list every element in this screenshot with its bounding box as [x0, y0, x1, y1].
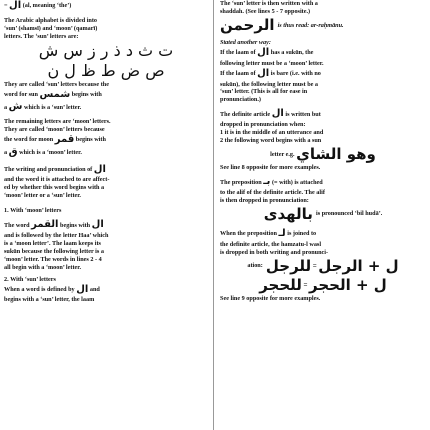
preposition-text-b: (= with) is attached [271, 178, 323, 186]
equation-2 [220, 276, 426, 295]
intro-line-2: ‘sun’ (shamsī) and ‘moon’ (qamarī) [4, 24, 98, 32]
stated-text-b: has a sukūn, the [270, 49, 314, 57]
equation-1-source: ل + الرجل [318, 256, 399, 275]
writing-line-1 [4, 164, 208, 177]
equals-sign: = [4, 2, 8, 10]
shaddah-line: shaddah. (See lines 5 - 7 opposite.) [220, 7, 311, 15]
sec1-text-a: The word [4, 221, 30, 229]
stated-line-3 [220, 68, 426, 81]
ation-text: ation: [247, 262, 263, 270]
moon-desc-line-2: They are called ‘moon’ letters because [4, 126, 105, 134]
bilhuda-pronunciation: is pronounced ‘bil hudā’. [316, 210, 383, 218]
sec1-line-2: and is followed by the letter Haa’ which [4, 231, 109, 239]
when-text-b: is joined to [287, 230, 317, 238]
stated-line-2: following letter must be a ‘moon’ letter. [220, 59, 324, 67]
definite-item-2: 2 the following word begins with a sun [220, 137, 322, 145]
stated-al-arabic-2: ال [257, 67, 270, 79]
writing-arabic: ال [93, 163, 106, 175]
stated-text-d: is bare (i.e. with no [270, 70, 321, 78]
stated-line-6: pronunciation.) [220, 96, 261, 104]
definite-heading-line-1 [220, 108, 426, 121]
sec2-line-2: begins with a ‘sun’ letter, the laam [4, 296, 95, 304]
equation-2-result: للحجر [259, 275, 302, 294]
see-line-8: See line 8 opposite for more examples. [220, 164, 321, 172]
equation-1-result: للرجل [265, 256, 312, 275]
writing-line-2: and the word it is attached to are affect- [4, 176, 110, 184]
column-divider [213, 0, 214, 430]
intro-line-1: The Arabic alphabet is divided into [4, 16, 98, 24]
sec1-line-3: is a ‘moon letter’. The laam keeps its [4, 239, 101, 247]
sec1-line-5: ‘moon’ letter. The words in lines 2 - 4 [4, 255, 102, 263]
when-line-3: is dropped in both writing and pronunci- [220, 248, 329, 256]
preposition-text-a: The preposition [220, 178, 262, 186]
definite-example-arabic: وهو الشاي [296, 144, 376, 163]
moon-desc-text-d: which is a ‘moon’ letter. [19, 149, 82, 157]
sun-desc-text-a: word for sun [4, 90, 38, 98]
section-2-title: 2. With ‘sun’ letters [4, 275, 56, 283]
sec1-text-b: begins with [60, 221, 91, 229]
sun-letter-arabic: ش [8, 101, 23, 113]
sun-letters-row-1: ت ث د ذ ر ز س ش [38, 40, 174, 60]
intro-line-3: letters. The ‘sun’ letters are: [4, 32, 79, 40]
see-line-9: See line 9 opposite for more examples. [220, 294, 321, 302]
al-heading [4, 0, 208, 13]
stated-text-c: If the laam of [220, 70, 256, 78]
sec1-line-1 [4, 219, 208, 232]
definite-heading-line-2: dropped in pronunciation when: [220, 121, 306, 129]
preposition-ba-arabic: بـ [263, 176, 271, 188]
sun-desc-text-b: begins with [71, 90, 102, 98]
equation-1 [220, 257, 426, 276]
section-1-title: 1. With ‘moon’ letters [4, 207, 62, 215]
sun-written-line: The ‘sun’ letter is then written with a [220, 0, 318, 7]
definite-example-text: letter e.g. [270, 150, 295, 158]
bilhuda-line [220, 205, 426, 224]
sun-desc-line-3 [4, 101, 208, 114]
stated-al-arabic-1: ال [257, 47, 270, 58]
al-meaning: (al, meaning ‘the’) [22, 2, 72, 10]
writing-line-3: ed by whether this word begins with a [4, 184, 105, 192]
sec1-line-6: all begin with a ‘moon’ letter. [4, 263, 81, 271]
sun-desc-line-2 [4, 89, 208, 102]
sec1-line-4: sukūn because the following letter is a [4, 247, 104, 255]
moon-desc-line-4 [4, 147, 208, 160]
when-lam-arabic: لـ [278, 227, 286, 239]
moon-desc-text-b: begins with [75, 136, 106, 144]
stated-text-a: If the laam of [220, 49, 256, 57]
left-column [4, 0, 208, 430]
moon-letter-arabic: ق [8, 146, 18, 158]
stated-line-1 [220, 47, 426, 60]
rahman-reading: is thus read: ar-raḥmānu. [277, 21, 344, 29]
definite-text-a: The definite article [220, 110, 271, 118]
sun-desc-line-1: They are called ‘sun’ letters because the [4, 80, 109, 88]
stated-line-4: sukūn), the following letter must be a [220, 80, 319, 88]
writing-intro: The writing and pronunciation of [4, 166, 93, 174]
definite-example-line [220, 145, 426, 164]
preposition-line-1 [220, 176, 426, 189]
definite-text-b: is written but [285, 110, 321, 118]
bilhuda-arabic: بالهدى [263, 204, 313, 223]
sun-letters-row-2: ص ض ط ظ ل ن [47, 60, 165, 80]
when-line-2: the definite article, the hamzatu-l wasl [220, 240, 322, 248]
moon-desc-line-3 [4, 134, 208, 147]
equation-2-source: ل + الحجر [309, 275, 387, 294]
sec2-text-a: When a word is defined by [4, 286, 75, 293]
moon-desc-text-a: the word for moon [4, 136, 54, 144]
moon-desc-line-1: The remaining letters are ‘moon’ letters. [4, 118, 111, 126]
rahman-line [220, 16, 426, 35]
sun-word-arabic: شمس [39, 88, 71, 100]
preposition-line-2: to the alif of the definite article. The alif [220, 188, 325, 196]
sun-desc-text-c: a [4, 103, 8, 111]
stated-heading: Stated another way: [220, 39, 271, 47]
sec2-text-b: and [89, 286, 100, 293]
when-text-a: When the preposition [220, 230, 277, 238]
definite-item-1: 1 it is in the middle of an utterance and [220, 129, 324, 137]
sec2-al-arabic: ال [76, 283, 89, 295]
moon-word-arabic: قمر [54, 134, 75, 146]
writing-line-4: ‘moon’ letter or a ‘sun’ letter. [4, 192, 81, 200]
sun-desc-text-d: which is a ‘sun’ letter. [24, 103, 82, 111]
equation-2-equals: = [303, 280, 308, 289]
stated-line-5: ‘sun’ letter. (This is all for ease in [220, 88, 308, 96]
al-arabic: ال [9, 0, 22, 11]
preposition-line-3: is then dropped in pronunciation: [220, 196, 309, 204]
when-line-1 [220, 228, 426, 241]
right-column [220, 0, 426, 430]
moon-desc-text-c: a [4, 149, 8, 157]
rahman-arabic: الرحمن [220, 15, 275, 34]
equation-1-equals: = [312, 261, 317, 270]
sec1-word-arabic: القمر [31, 219, 59, 231]
definite-al-arabic: ال [271, 108, 284, 120]
sec1-al-arabic: ال [91, 219, 104, 231]
sec2-line-1 [4, 284, 208, 297]
